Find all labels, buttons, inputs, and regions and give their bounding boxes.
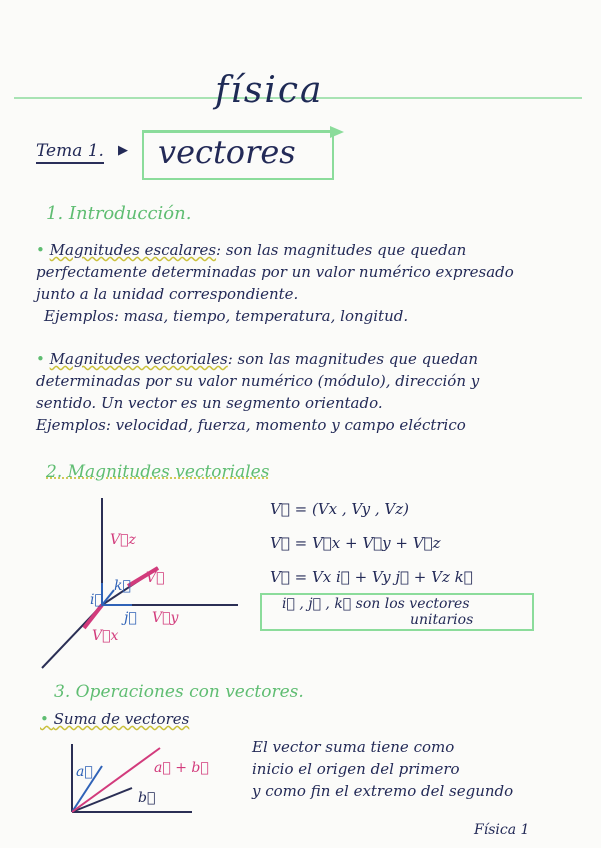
topic-arrow-icon: ▶ <box>118 143 128 158</box>
bullet-icon: • <box>36 350 45 368</box>
label-v: V⃗ <box>146 570 165 586</box>
scalar-examples: Ejemplos: masa, tiempo, temperatura, longitud. <box>44 307 409 325</box>
formula-sum: V⃗ = V⃗x + V⃗y + V⃗z <box>270 534 441 552</box>
topic-title-arrow-icon <box>330 126 344 138</box>
label-vx: V⃗x <box>92 628 119 644</box>
section-3-heading: 3. Operaciones con vectores. <box>54 682 304 702</box>
sum-line-2: inicio el origen del primero <box>252 760 460 778</box>
page-footer: Física 1 <box>474 822 530 838</box>
bullet-icon: • <box>40 710 49 728</box>
unit-box-line-1: i⃗ , j⃗ , k⃗ son los vectores <box>282 596 470 612</box>
vector-line-3: sentido. Un vector es un segmento orientado. <box>36 394 383 412</box>
scalar-paragraph <box>36 239 576 327</box>
label-b: b⃗ <box>138 790 156 806</box>
formula-unit: V⃗ = Vx i⃗ + Vy j⃗ + Vz k⃗ <box>270 568 473 586</box>
axes-diagram <box>20 490 250 680</box>
vector-paragraph <box>36 348 581 436</box>
vector-line-1: : son las magnitudes que quedan <box>227 350 479 368</box>
topic-title: vectores <box>158 133 296 171</box>
label-vy: V⃗y <box>152 610 179 626</box>
scalar-line-2: perfectamente determinadas por un valor numérico expresado <box>36 263 514 281</box>
scalar-term: Magnitudes escalares <box>49 241 217 259</box>
section-2-heading: 2. Magnitudes vectoriales <box>46 462 270 482</box>
vector-formulas <box>270 492 473 594</box>
sum-subheading-text: Suma de vectores <box>53 710 190 728</box>
vector-examples: Ejemplos: velocidad, fuerza, momento y campo eléctrico <box>36 416 466 434</box>
unit-box-line-2: unitarios <box>410 612 474 628</box>
vector-term: Magnitudes vectoriales <box>49 350 228 368</box>
label-j: j⃗ <box>124 610 137 626</box>
vector-vx-component <box>84 605 102 628</box>
label-a: a⃗ <box>76 764 93 780</box>
section-1-heading: 1. Introducción. <box>46 203 192 224</box>
vector-line-2: determinadas por su valor numérico (módulo), dirección y <box>36 372 480 390</box>
sum-description <box>252 736 513 802</box>
label-vz: V⃗z <box>110 532 136 548</box>
sum-subheading <box>40 710 189 728</box>
formula-components: V⃗ = (Vx , Vy , Vz) <box>270 500 409 518</box>
page-title: física <box>215 70 324 111</box>
label-i: i⃗ <box>90 592 103 608</box>
sum-line-1: El vector suma tiene como <box>252 738 455 756</box>
topic-label: Tema 1. <box>36 141 104 164</box>
label-k: k⃗ <box>114 578 131 594</box>
scalar-line-3: junto a la unidad correspondiente. <box>36 285 299 303</box>
label-a-plus-b: a⃗ + b⃗ <box>154 760 209 776</box>
bullet-icon: • <box>36 241 45 259</box>
sum-line-3: y como fin el extremo del segundo <box>252 782 514 800</box>
scalar-line-1: : son las magnitudes que quedan <box>216 241 467 259</box>
